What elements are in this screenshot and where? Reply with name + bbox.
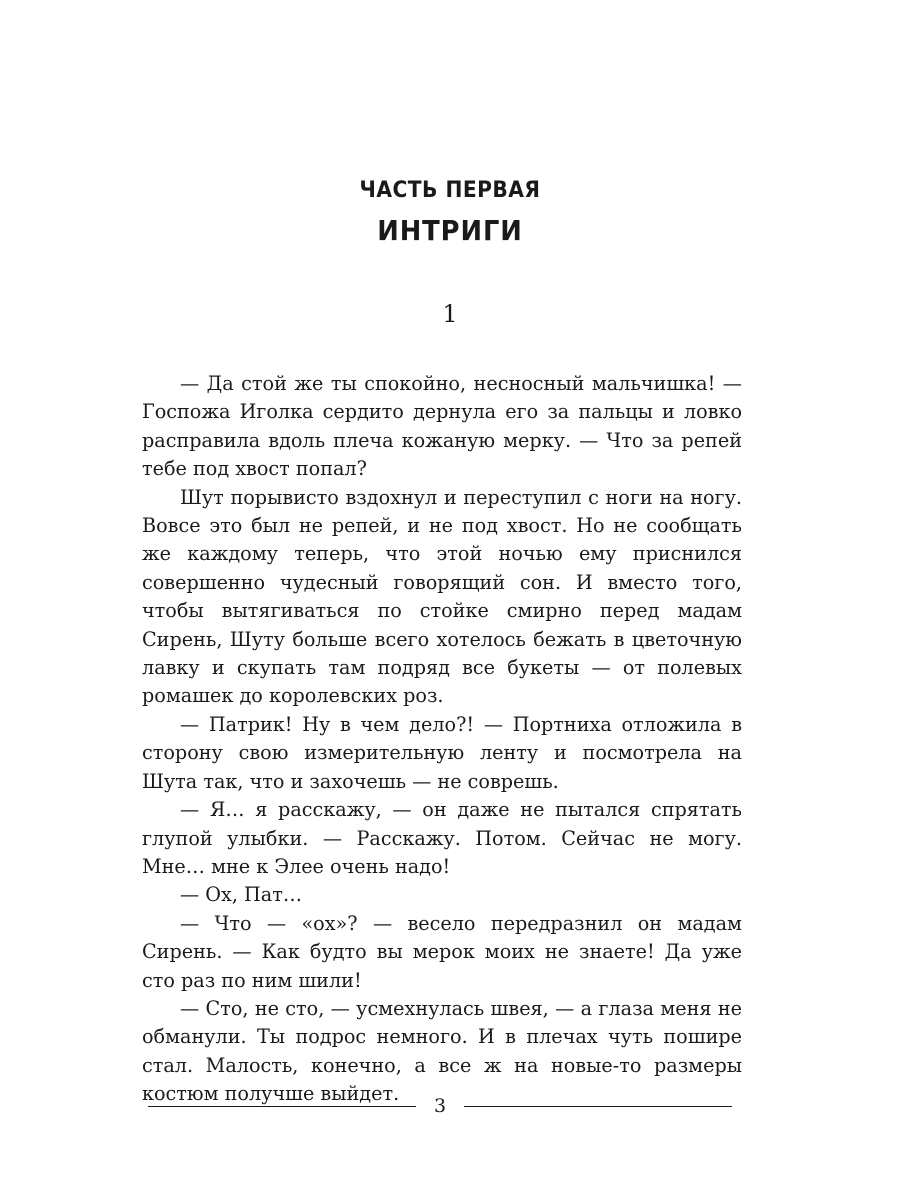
paragraph: — Патрик! Ну в чем дело?! — Портниха отложила в сторону свою измерительную ленту и посмотрела на Шута так, что и захочешь — не соврешь. xyxy=(142,712,742,793)
paragraph: — Сто, не сто, — усмехнулась швея, — а глаза меня не обманули. Ты подрос немного. И в плечах чуть пошире стал. Малость, конечно, а все ж на новые-то размеры костюм получше выйдет. xyxy=(142,996,742,1106)
part-heading: ЧАСТЬ ПЕРВАЯ xyxy=(359,178,541,203)
part-title: ИНТРИГИ xyxy=(377,214,523,247)
chapter-number: 1 xyxy=(442,300,458,328)
paragraph: — Что — «ох»? — весело передразнил он мадам Сирень. — Как будто вы мерок моих не знаете! Да уже сто раз по ним шили! xyxy=(142,911,742,992)
paragraph: — Я… я расскажу, — он даже не пытался спрятать глупой улыбки. — Расскажу. Потом. Сейчас не могу. Мне… мне к Элее очень надо! xyxy=(142,798,742,878)
page-footer xyxy=(148,1092,732,1120)
paragraph: Шут порывисто вздохнул и переступил с ноги на ногу. Вовсе это был не репей, и не под хвост. Но не сообщать же каждому теперь, что этой ночью ему приснился совершенно чудесный говорящий сон. И вместо того, чтобы вытягиваться по стойке смирно перед мадам Сирень, Шуту больше всего хотелось бежать в цветочную лавку и скупать там подряд все букеты — от полевых ромашек до королевских роз. xyxy=(142,485,742,708)
footer-rule-left xyxy=(148,1106,416,1107)
footer-rule-right xyxy=(464,1106,732,1107)
paragraph: — Ох, Пат… xyxy=(180,883,303,907)
page-number: 3 xyxy=(433,1095,447,1117)
paragraph: — Да стой же ты спокойно, несносный мальчишка! — Госпожа Иголка сердито дернула его за пальцы и ловко расправила вдоль плеча кожаную мерку. — Что за репей тебе под хвост попал? xyxy=(142,372,742,481)
body-text xyxy=(142,370,742,1109)
